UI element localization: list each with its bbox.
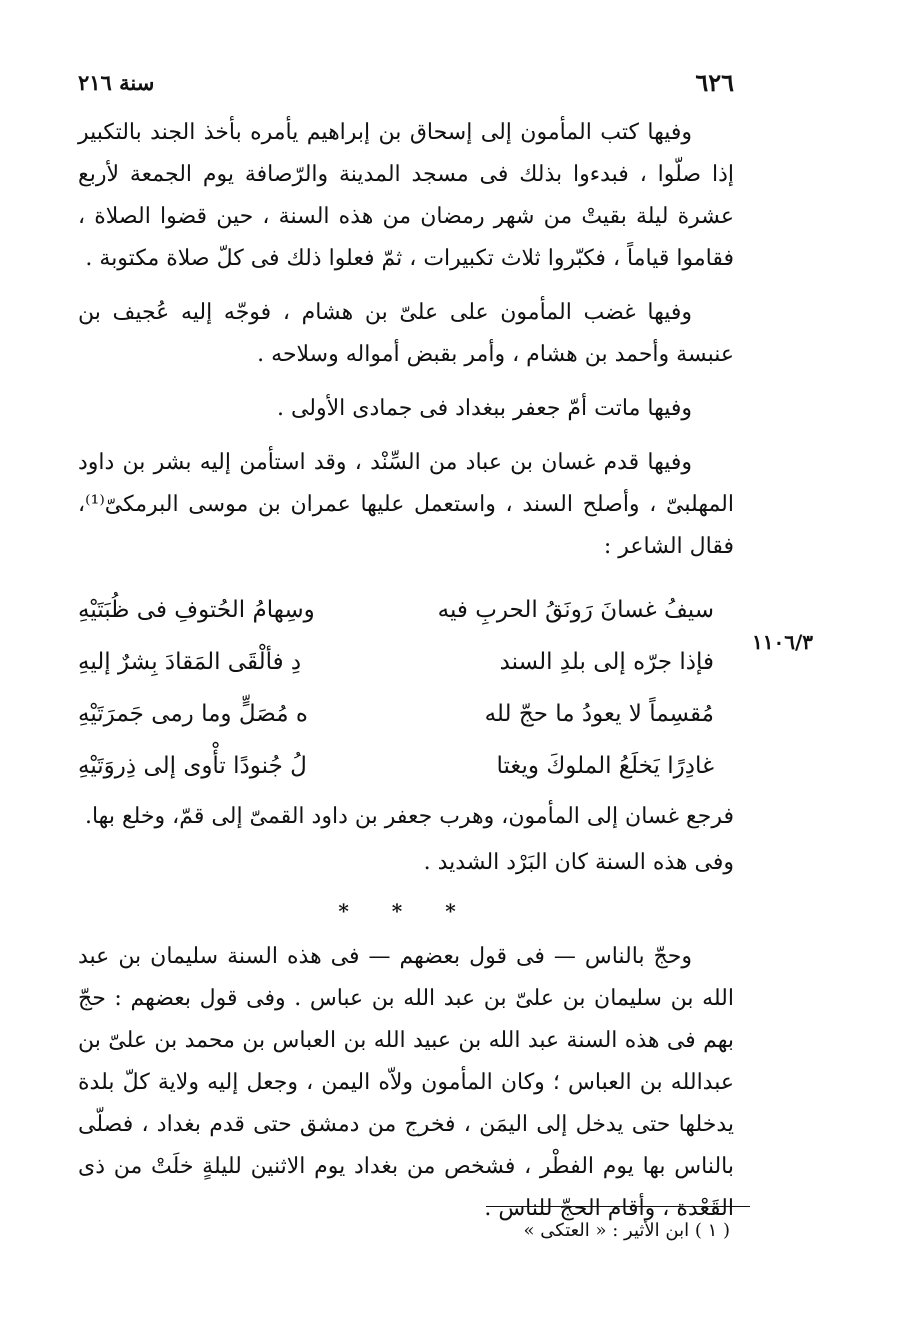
paragraph-hajj: وحجّ بالناس — فى قول بعضهم — فى هذه السنة سليمان بن عبد الله بن سليمان بن علىّ بن عبد الله بن عباس . وفى قول بعضهم : حجّ بهم فى هذه السنة عبد الله بن عبيد الله بن العباس بن محمد بن علىّ بن عبدالله بن العباس ؛ وكان المأمون ولاّه اليمن ، وجعل إليه ولاية كلّ بلدة يدخلها حتى يدخل إلى اليمَن ، فخرج من دمشق حتى قدم بغداد ، فصلّى بالناس بها يوم الفطْر ، فشخص من بغداد يوم الاثنين لليلةٍ خلَتْ من ذى القَعْدة ، وأقام الحجّ للناس . [78,944,734,1221]
year-label: سنة ٢١٦ [78,70,155,95]
main-text [78,112,734,1242]
margin-reference: ١١٠٦/٣ [752,630,814,654]
paragraph-umm-jafar: وفيها ماتت أمّ جعفر ببغداد فى جمادى الأولى . [276,396,692,421]
paragraph-ali-bin-hisham: وفيها غضب المأمون على علىّ بن هشام ، فوجّه إليه عُجيف بن عنبسة وأحمد بن هشام ، وأمر بقبض أمواله وسلاحه . [78,300,734,367]
paragraph-cold: وفى هذه السنة كان البَرْد الشديد . [423,850,734,875]
verse-first-hemistich: فإذا جرّه إلى بلدِ السند [499,649,714,675]
footnote: ( ١ ) ابن الأثير : « العتكى » [523,1220,730,1241]
footnote-rule [486,1206,750,1207]
verse-line [78,584,734,636]
verse-second-hemistich: ه مُصَلٍّ وما رمى جَمرَتَيْهِ [78,701,308,727]
page-number: ٦٢٦ [695,68,734,97]
paragraph-ghassan: وفيها قدم غسان بن عباد من السِّنْد ، وقد استأمن إليه بشر بن داود المهلبىّ ، وأصلح السند ، واستعمل عليها عمران بن موسى البرمكىّ⁽¹⁾، فقال الشاعر : [78,450,734,559]
page-header [78,68,734,98]
verse-line [78,688,734,740]
verse-first-hemistich: مُقسِماً لا يعودُ ما حجّ لله [484,701,714,727]
verse-first-hemistich: غادِرًا يَخلَعُ الملوكَ ويغتا [496,753,714,779]
verse-line [78,740,734,792]
verse-second-hemistich: دِ فألْقَى المَقادَ بِشرٌ إليهِ [78,649,302,675]
verse-line [78,636,734,688]
verse-second-hemistich: لُ جُنودًا تأْوى إلى ذِروَتَيْهِ [78,753,307,779]
paragraph-return: فرجع غسان إلى المأمون، وهرب جعفر بن داود القمىّ إلى قمّ، وخلع بها. [84,804,734,829]
verse-first-hemistich: سيفُ غسانَ رَونَقُ الحربِ فيه [437,597,714,623]
verse-second-hemistich: وسِهامُ الحُتوفِ فى ظُبَتَيْهِ [78,597,315,623]
paragraph-takbir: وفيها كتب المأمون إلى إسحاق بن إبراهيم يأمره بأخذ الجند بالتكبير إذا صلّوا ، فبدءوا بذلك فى مسجد المدينة والرّصافة يوم الجمعة لأربع عشرة ليلة بقيتْ من شهر رمضان من هذه السنة ، حين قضوا الصلاة ، فقاموا قياماً ، فكبّروا ثلاث تكبيرات ، ثمّ فعلوا ذلك فى كلّ صلاة مكتوبة . [78,120,734,271]
poem [78,584,734,792]
section-separator: * * * [338,899,474,923]
